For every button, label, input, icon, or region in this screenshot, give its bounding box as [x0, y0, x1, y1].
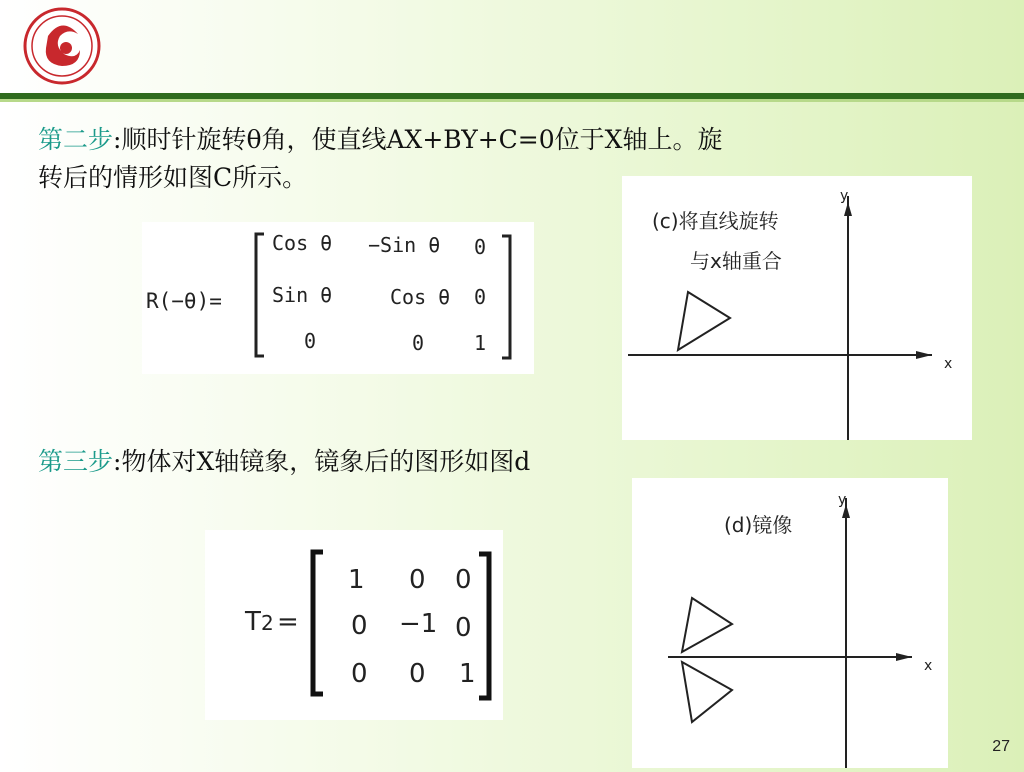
figure-c-caption-line2: 与x轴重合	[690, 249, 782, 273]
page-number: 27	[992, 738, 1010, 755]
figure-c-panel	[622, 176, 972, 440]
figure-d-y-label: y	[838, 492, 847, 508]
figure-c-y-label: y	[840, 188, 849, 204]
t2-cell-1-1: −1	[399, 609, 438, 639]
reflection-matrix-panel	[205, 530, 503, 720]
t2-cell-0-1: 0	[409, 565, 426, 595]
r-cell-1-1: Cos θ	[390, 285, 451, 309]
right-bracket	[479, 554, 489, 698]
figure-c-caption-line1: (c)将直线旋转	[652, 209, 779, 233]
t2-cell-0-0: 1	[348, 565, 365, 595]
r-cell-0-1: −Sin θ	[368, 233, 441, 257]
right-bracket	[502, 236, 510, 358]
step3-text: :物体对X轴镜象，镜象后的图形如图d	[113, 447, 531, 476]
t2-cell-1-0: 0	[351, 611, 368, 641]
r-cell-0-0: Cos θ	[272, 231, 333, 255]
figure-c-x-arrow	[916, 351, 932, 359]
step2-label: 第二步	[38, 125, 114, 154]
step2-line2	[38, 158, 307, 194]
step3-label: 第三步	[38, 447, 114, 476]
step2-text2: 转后的情形如图C所示。	[38, 163, 308, 192]
figure-c-x-label: x	[944, 356, 953, 372]
t2-cell-1-2: 0	[455, 613, 472, 643]
step2-text1: :顺时针旋转θ角，使直线AX+BY+C=0位于X轴上。旋	[113, 125, 723, 154]
figure-d-x-arrow	[896, 653, 912, 661]
t2-cell-2-1: 0	[409, 659, 426, 689]
figure-c-triangle	[678, 292, 730, 350]
figure-d-x-label: x	[924, 658, 933, 674]
left-bracket	[256, 234, 264, 356]
reflection-matrix-lhs-eq: =	[277, 607, 299, 637]
figure-d-triangle-original	[682, 598, 732, 652]
t2-cell-2-2: 1	[459, 659, 476, 689]
t2-cell-2-0: 0	[351, 659, 368, 689]
reflection-matrix-lhs-main: T	[245, 607, 261, 637]
t2-cell-0-2: 0	[455, 565, 472, 595]
r-cell-0-2: 0	[474, 235, 487, 259]
r-cell-2-0: 0	[304, 329, 317, 353]
r-cell-2-1: 0	[412, 331, 425, 355]
figure-d-panel	[632, 478, 948, 768]
rotation-matrix-panel	[142, 222, 534, 374]
step3-line	[38, 442, 530, 478]
r-cell-1-0: Sin θ	[272, 283, 333, 307]
left-bracket	[313, 552, 323, 694]
step2-line1	[38, 120, 722, 156]
figure-d-caption: (d)镜像	[724, 513, 793, 537]
reflection-matrix-lhs-sub: 2	[261, 611, 274, 635]
university-logo	[18, 6, 106, 86]
r-cell-1-2: 0	[474, 285, 487, 309]
rotation-matrix-lhs: R(−θ)=	[146, 289, 222, 313]
figure-d-triangle-mirrored	[682, 662, 732, 722]
r-cell-2-2: 1	[474, 331, 487, 355]
header-rule-accent	[0, 99, 1024, 102]
figure-c-y-arrow	[844, 202, 852, 216]
